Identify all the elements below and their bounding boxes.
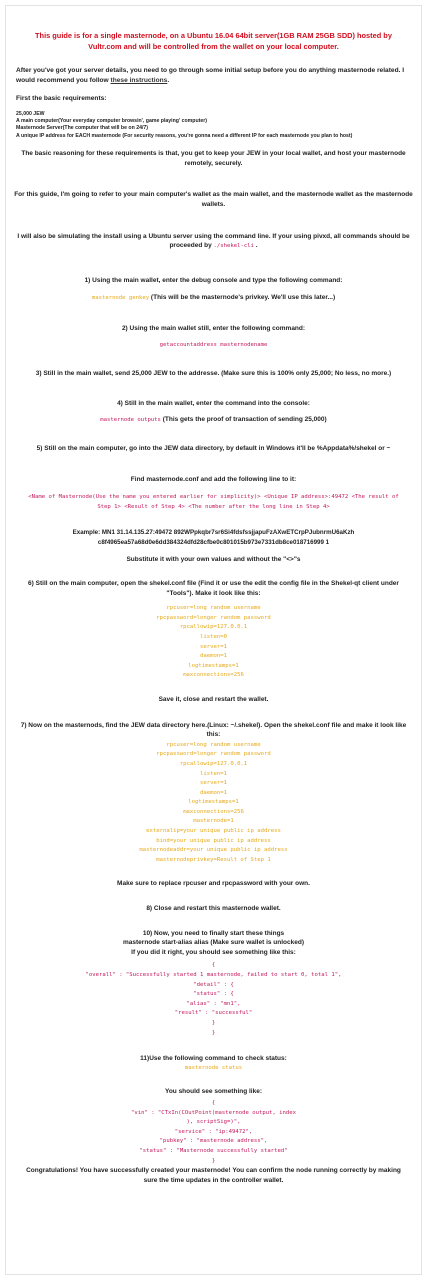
step-6-text: 6) Still on the main computer, open the shekel.conf file (Find it or use the edit the config file in the Shekel-qt client under "Tools"). Make it look like this: xyxy=(28,580,399,597)
conf-line: masternodeaddr=your unique public ip address xyxy=(139,847,288,854)
instructions-link[interactable]: these instructions xyxy=(110,76,168,84)
conf-line: maxconnections=256 xyxy=(183,808,244,815)
conf-line: masternodeprivkey=Result of Step 1 xyxy=(156,856,271,863)
status-command: masternode status xyxy=(184,1064,243,1071)
simulating-text xyxy=(14,232,413,252)
step-7-text: 7) Now on the masternods, find the JEW data directory here.(Linux: ~/.shekel). Open the shekel.conf file and make it look like this: xyxy=(20,721,407,739)
step-2-text: 2) Using the main wallet still, enter the following command: xyxy=(121,324,306,332)
result-line: "pubkey" : "masternode address", xyxy=(159,1138,268,1145)
conf-line: rpcuser=long random username xyxy=(166,605,261,612)
result-line: "vin" : "CTxIn(COutPoint(masternode output, index xyxy=(130,1109,297,1116)
conf-line: server=1 xyxy=(200,643,227,650)
result-line: } xyxy=(211,1157,216,1164)
substitute-text: Substitute it with your own values and without the "<>"s xyxy=(126,556,301,564)
conf-line: externalip=your unique public ip address xyxy=(146,828,281,835)
refer-text: For this guide, I'm going to refer to your main computer's wallet as the main wallet, and the masternode wallet as the masternode wallets. xyxy=(14,191,413,208)
guide-page xyxy=(5,5,422,1275)
conf-line: listen=0 xyxy=(200,633,227,640)
requirements-list xyxy=(16,111,413,141)
start-alias-result xyxy=(14,961,413,1038)
result-line: { xyxy=(211,1099,216,1106)
step-4-text: 4) Still in the main wallet, enter the command into the console: xyxy=(117,399,310,407)
masternode-conf-block xyxy=(14,741,413,866)
result-line: "status" : "Masternode successfully started" xyxy=(139,1147,288,1154)
conf-line: rpcuser=long random username xyxy=(166,741,261,748)
should-see-text: You should see something like: xyxy=(164,1088,263,1096)
result-line: "detail" : { xyxy=(193,981,234,988)
step-8-text: 8) Close and restart this masternode wallet. xyxy=(146,905,281,913)
genkey-command: masternode genkey xyxy=(91,295,150,302)
conf-line: daemon=1 xyxy=(200,653,227,660)
conf-line: masternode=1 xyxy=(193,818,234,825)
step-10-text xyxy=(14,929,413,958)
conf-line-template: <Name of Masternode(Use the name you entered earlier for simplicity)> <Unique IP address>:49472 <The result of Step 1> <Result of Step 4> <The number after the long line in Step 4> xyxy=(28,494,399,510)
conf-line: listen=1 xyxy=(200,770,227,777)
intro-warning: This guide is for a single masternode, on a Ubuntu 16.04 64bit server(1GB RAM 25GB SDD) hosted by Vultr.com and will be controlled from the wallet on your local computer. xyxy=(35,31,392,51)
conf-line: logtimestamps=1 xyxy=(188,662,239,669)
result-line: "status" : { xyxy=(193,991,234,998)
conf-line: rpcpassword=longer random password xyxy=(156,614,271,621)
result-line: } xyxy=(211,1019,216,1026)
requirements-heading: First the basic requirements: xyxy=(16,95,107,102)
step-11-text: 11)Use the following command to check status: xyxy=(140,1055,287,1063)
result-line: { xyxy=(211,962,216,969)
step-1-command-line xyxy=(14,293,413,304)
shekel-cli-code: ./shekel-cli xyxy=(213,243,254,250)
conf-line: logtimestamps=1 xyxy=(188,799,239,806)
result-line: "service" : "ip:49472", xyxy=(174,1128,253,1135)
conf-line: maxconnections=256 xyxy=(183,672,244,679)
conf-line: bind=your unique public ip address xyxy=(156,837,271,844)
result-line: "overall" : "Successfully started 1 masternode, failed to start 0, total 1", xyxy=(85,972,342,978)
conf-line: rpcpassword=longer random password xyxy=(156,751,271,758)
conf-line: rpcallowip=127.0.0.1 xyxy=(179,624,248,631)
conf-line: server=1 xyxy=(200,780,227,787)
requirement-item: 25,000 JEW xyxy=(16,110,45,117)
result-line: "alias" : "mn1", xyxy=(186,1000,241,1007)
step-1-note: (This will be the masternode's privkey. We'll use this later...) xyxy=(149,294,336,302)
example-line: Example: MN1 31.14.135.27:49472 892WPpkqbr7sr6Si4fdsfssjjapuFzAXwETCrpPJubnrmU6aKzh c8f4965ea57a68d0e6dd384324dfd28cfbe0c801015b973e7331db8ce018716999 1 xyxy=(72,529,355,546)
simulating-end: . xyxy=(253,242,258,250)
step-10-line: masternode start-alias alias (Make sure wallet is unlocked) xyxy=(123,939,304,947)
requirement-item: Masternode Server(The computer that will be on 24/7) xyxy=(16,125,149,132)
congratulations-text: Congratulations! You have successfully created your masternode! You can confirm the node running correctly by making sure the time updates in the controller wallet. xyxy=(26,1167,401,1184)
main-conf-block xyxy=(14,604,413,681)
reasoning-text: The basic reasoning for these requirements is that, you get to keep your JEW in your local wallet, and host your masternode remotely, securely. xyxy=(21,150,406,167)
step-4-note: (This gets the proof of transaction of sending 25,000) xyxy=(160,416,327,424)
step-4-command-line xyxy=(14,415,413,426)
step-3-text: 3) Still in the main wallet, send 25,000 JEW to the addresse. (Make sure this is 100% only 25,000; No less, no more.) xyxy=(35,370,392,378)
result-line: "result" : "successful" xyxy=(174,1010,253,1017)
simulating-label: I will also be simulating the install using a Ubuntu server using the command line. If your using pivxd, all commands should be proceeded by xyxy=(17,232,410,250)
requirement-item: A main computer(Your everyday computer browsin', game playing' computer) xyxy=(16,117,207,124)
step-10-line: 10) Now, you need to finally start these things xyxy=(142,929,285,937)
find-conf-text: Find masternode.conf and add the following line to it: xyxy=(130,476,297,484)
setup-text: After you've got your server details, you need to go through some initial setup before you do anything masternode related. I would recommend you follow xyxy=(16,67,405,84)
step-1-text: 1) Using the main wallet, enter the debug console and type the following command: xyxy=(84,276,343,284)
save-close-text: Save it, close and restart the wallet. xyxy=(158,695,269,703)
requirement-item: A unique IP address for EACH masternode (For security reasons, you're gonna need a different IP for each masternode you plan to host) xyxy=(16,132,353,139)
replace-text: Make sure to replace rpcuser and rpcpassword with your own. xyxy=(117,880,310,888)
step-5-text: 5) Still on the main computer, go into the JEW data directory, by default in Windows it'll be %Appdata%/shekel or ~ xyxy=(36,444,391,452)
conf-line: daemon=1 xyxy=(200,789,227,796)
status-result xyxy=(14,1099,413,1166)
setup-end: . xyxy=(167,76,170,84)
conf-line: rpcallowip=127.0.0.1 xyxy=(179,760,248,767)
outputs-command: masternode outputs xyxy=(100,417,161,424)
result-line: } xyxy=(211,1029,216,1036)
setup-paragraph xyxy=(16,66,413,85)
getaccountaddress-command: getaccountaddress masternodename xyxy=(159,342,268,349)
result-line: ), scriptSig=)", xyxy=(186,1119,241,1126)
step-10-line: If you did it right, you should see something like this: xyxy=(131,948,296,956)
